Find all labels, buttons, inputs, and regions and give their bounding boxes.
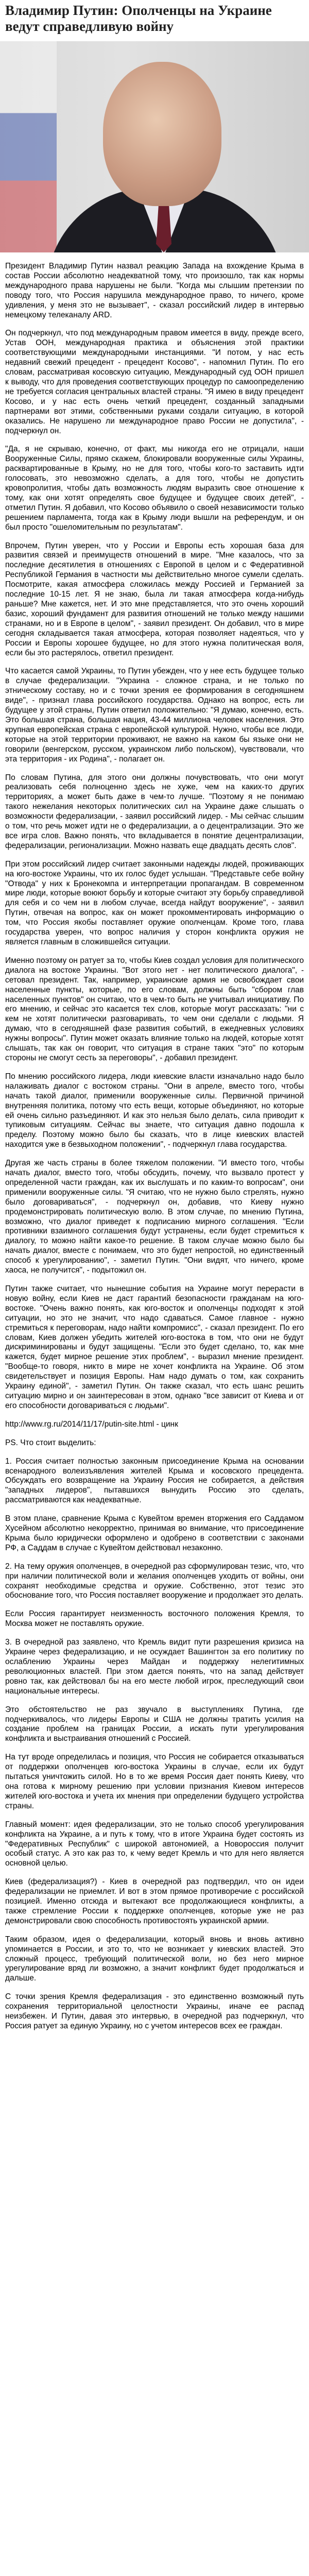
paragraph: По словам Путина, для этого они должны почувствовать, что они могут реализовать себя полноценно здесь не хуже, чем на каких-то других территориях, а может быть даже в чем-то лучше. "Поэтому я не понимаю такого нежелания некоторых политических сил на Украине даже слышать о возможности федерализации, - заявил российский лидер. - Мы сейчас слышим о том, что речь может идти не о федерализации, а о децентрализации. Это же все игра слов. Важно понять, что вкладывается в понятие децентрализации, федерализации, регионализации. Можно назвать еще двадцать десять слов".: [5, 773, 304, 850]
paragraph: Другая же часть страны в более тяжелом положении. "И вместо того, чтобы начать диалог, вместо того, чтобы обсудить, почему, что вызвало протест у определенной части граждан, как их выслушать и по каким-то вопросам", они применили вооруженные силы. "Я считаю, что не нужно было стрелять, нужно было договариваться", - подчеркнул он, добавив, что Киеву нужно продемонстрировать политическую волю. В этом случае, по мнению Путина, возможно, что диалог приведет к подписанию мирного соглашения. "Если противники взаимного соглашения будут устранены, если будет стремиться к диалогу, то можно найти какое-то решение. В таком случае можно было бы начать диалог, вместе с понимаем, что это будет непростой, но единственный способ к урегулированию", - заметил Путин. "Они видят, что ничего, кроме хаоса, не получится", - подытожил он.: [5, 1159, 304, 1275]
paragraph: "Да, я не скрываю, конечно, от факт, мы никогда его не отрицали, наши Вооруженные Силы, прямо скажем, блокировали вооруженные силы Украины, расквартированные в Крыму, но не для того, чтобы кого-то заставить идти голосовать, это невозможно сделать, а для того, чтобы не допустить кровопролития, чтобы дать возможность людям выразить свое отношение к тому, как они хотят определять свое будущее и будущее своих детей", - отметил Путин. Я добавил, что Косово объявило о своей независимости только решением парламента, тогда как в Крыму люди вышли на референдум, и он был просто "ошеломительным по результатам".: [5, 445, 304, 532]
paragraph: Путин также считает, что нынешние события на Украине могут перерасти в новую войну, если Киев не даст гарантий безопасности гражданам на юго-востоке. "Очень важно понять, как юго-восток и ополченцы подходят к этой ситуации, но это не значит, что надо сдаваться. Самое главное - нужно стремиться к переговорам, надо найти компромисс", - сказал президент. По его словам, Киев должен убедить жителей юго-востока в том, что они не будут дискриминированы и будут защищены. "Если это будет сделано, то, как мне кажется, будет мирное решение этих проблем", - выразил мнение президент. "Вообще-то говоря, никто в мире не хочет конфликта на Украине. Об этом свидетельствует и позиция Европы. Нам надо думать о том, как сохранить Украину единой", - заметил Путин. Он также сказал, что есть шанс решить ситуацию мирно и он заинтересован в этом, однако "все зависит от Киева и от его способности договариваться с людьми".: [5, 1284, 304, 1410]
paragraph: Президент Владимир Путин назвал реакцию Запада на вхождение Крыма в состав России абсолютно неадекватной тому, что произошло, так как нормы международного права нарушены не были. "Когда мы слышим претензии по поводу того, что Россия нарушила международное право, то ничего, кроме удивления, у меня это не вызывает", - сказал российский лидер в интервью немецкому телеканалу ARD.: [5, 262, 304, 319]
post-title: Владимир Путин: Ополченцы на Украине ведут справедливую войну: [5, 3, 272, 34]
paragraph: При этом российский лидер считает законными надежды людей, проживающих на юго-востоке Украины, что их голос будет услышан. "Представьте себе войну "Отвода" у них к Бронекомпа и интерпретации пропагандам. В современном мире люди, которые воюют борьбу и которые считают эту борьбу справедливой для себя и со чем ни в любом случае, всегда найдут вооружение", - заявил Путин, отвечая на вопрос, как он может прокомментировать информацию о том, что Россия якобы поставляет оружие ополченцам. Кроме того, глава государства уверен, что вопрос наличия у сторон конфликта оружия не является главным в сложившейся ситуации.: [5, 859, 304, 946]
paragraph: Таким образом, идея о федерализации, который вновь и вновь активно упоминается в России, и это то, что не возникает у киевских властей. Это сложный процесс, требующий политической воли, но без него мирное урегулирование вряд ли возможно, а значит конфликт будет продолжаться и дальше.: [5, 1935, 304, 1983]
source-link[interactable]: http://www.rg.ru/2014/11/17/putin-site.html - цинк: [5, 1419, 178, 1429]
paragraph: Что касается самой Украины, то Путин убежден, что у нее есть будущее только в случае федерализации. "Украина - сложное страна, и не только по этническому составу, но и с точки зрения ее формирования в сегодняшнем виде", - признал глава российского государства. Однако на вопрос, есть ли будущее у этой страны, Путин ответил положительно: "Я думаю, конечно, есть. Это большая страна, большая нация, 43-44 миллиона человек населения. Это крупная европейская страна с европейской культурой. Нужно, чтобы все люди, которые на этой территории проживают, не важно на каком бы языке они не говорили (венгерском, русском, украинском либо польском), чувствовали, что эта территория - их Родина", - полагает он.: [5, 667, 304, 764]
paragraph: PS. Что стоит выделить:: [5, 1438, 96, 1447]
paragraph: Именно поэтому он ратует за то, чтобы Киев создал условия для политического диалога на востоке Украины. "Вот этого нет - нет политического диалога", - сетовал президент. Так, например, украинские армия не освобождает свои населенные пункты, которые, по его словам, должны быть "сбором глав населенных пунктов" он считаю, что в чем-то быть не учитывал инициативу. По его мнению, и сейчас это касается тех слов, которые могут рассказать: "ни с кем не хотят политически разговаривать, то чем они сделали с людьми. Я думаю, что в сегодняшней фазе развития событий, в ежедневных условиях нужны вопросы". Путин может оказать влияние только на людей, которые хотят слышать, так как он говорит, что ситуация в стране таких "это" по которым стороны не смогут сесть за переговоры", - добавил президент.: [5, 956, 304, 1062]
paragraph: На тут вроде определилась и позиция, что Россия не собирается отказываться от поддержки ополченцев юго-востока Украины в случае, если их будут пытаться уничтожить силой. Но в то же время Россия дает понять Киеву, что она готова к мирному решению при условии признания Киевом интересов жителей юго-востока и учета их мнения при определении будущего устройства страны.: [5, 1753, 304, 1810]
paragraph: 2. На тему оружия ополченцев, в очередной раз сформулирован тезис, что, что при наличии политической воли и желания ополченцев уходить от войны, они сохранят необходимые средства и оружие. Собственно, этот тезис это обоснование того, что Россия поставляет вооружение и продолжает это делать.: [5, 1562, 304, 1600]
paragraph: Это обстоятельство не раз звучало в выступлениях Путина, где подчеркивалось, что лидеры Европы и США не должны тратить усилия на создание проблем на границах России, а искать пути урегулирования конфликта и выстраивания отношений с Россией.: [5, 1705, 304, 1743]
paragraph: С точки зрения Кремля федерализация - это единственно возможный путь сохранения территориальной целостности Украины, иначе ее распад неизбежен. И Путин, давая это интервью, в очередной раз подчеркнул, что Россия ратует за единую Украину, но с учетом интересов всех ее граждан.: [5, 1992, 304, 2030]
putin-photo: [0, 41, 309, 252]
head-shape: [103, 62, 221, 206]
paragraph: В этом плане, сравнение Крыма с Кувейтом времен вторжения его Саддамом Хусейном абсолютно некорректно, принимая во внимание, что присоединение Крыма было юридически оформлено и одобрено в соответствии с законами РФ, а Саддам в случае с Кувейтом действовал незаконно.: [5, 1514, 304, 1552]
paragraph: 3. В очередной раз заявлено, что Кремль видит пути разрешения кризиса на Украине через федерализацию, и не осуждает Вашингтон за его политику по ослаблению Украины через Майдан и поддержку нелегитимных революционных властей. При этом дается понять, что на запад действует ровно так, как действовал бы на его месте любой игрок, преследующий свои национальные интересы.: [5, 1638, 304, 1696]
paragraph: Он подчеркнул, что под международным правом имеется в виду, прежде всего, Устав ООН, международная практика и объяснения этой практики соответствующими международными инстанциями. "И потом, у нас есть недавний свежий прецедент - прецедент Косово", - напомнил Путин. По его словам, рассматривая косовскую ситуацию, Международный суд ООН пришел к выводу, что для проведения соответствующих процедур по самоопределению не требуется согласия центральных властей страны. "Я имею в виду прецедент Косово, и у нас есть очень четкий прецедент, созданный западными партнерами вот этими, собственными руками создали ситуацию, в которой оказались. Не нарушено ли международное право России не допустила", - подчеркнул он.: [5, 329, 304, 435]
paragraph: По мнению российского лидера, люди киевские власти изначально надо было налаживать диалог с востоком страны. "Они в апреле, вместо того, чтобы начать такой диалог, применили вооруженные силы. Первичной причиной внутренняя политика, потому что есть вещи, которые объединяют, но которые ей очень сильно разъединяют. И как это нельзя было делать, сила приводит к тупиковым ситуациям. Сейчас вы знаете, что ситуация давно подошла к пределу. Поэтому можно было бы сказать, что в лице киевских властей находится уже в безвыходном положении", - подчеркнул глава государства.: [5, 1072, 304, 1149]
source-link-paragraph: [5, 1420, 304, 1430]
paragraph: Главный момент: идея федерализации, это не только способ урегулирования конфликта на Украине, а и путь к тому, что в итоге Украина будет состоять из "Федеративных Республик" с широкой автономией, а Новороссия получит особый статус. А это как раз то, к чему ведет Кремль и что для него является основной целью.: [5, 1820, 304, 1868]
paragraph: Киев (федерализация?) - Киев в очередной раз подтвердил, что он идеи федерализации не приемлет. И вот в этом прямое противоречие с российской позицией. Именно отсюда и вытекают все продолжающиеся конфликты, а также стремление России к поддержке ополченцев, которые уже не раз демонстрировали свою способность противостоять украинской армии.: [5, 1877, 304, 1925]
article-body: [5, 262, 304, 2040]
flag-background: [0, 41, 57, 252]
paragraph: Впрочем, Путин уверен, что у России и Европы есть хорошая база для развития связей и преимуществ отношений в мире. "Мне казалось, что за последние десятилетия в отношениях с Европой в целом и с Федеративной Республикой Германия в частности мы действительно многое сумели сделать. Посмотрите, какая атмосфера сложилась между Россией и Германией за последние 10-15 лет. Я не знаю, была ли такая атмосфера когда-нибудь раньше? Мне кажется, нет. И это мне представляется, что это очень хороший базис, хороший фундамент для развития отношений не только между нашими странами, но и в Европе в целом", - заявил президент. Он добавил, что в мире сегодня складывается такая атмосфера, которая позволяет надеяться, что у России и Европы хорошее будущее, но для этого нужна политическая воля, если бы это растерялось, ответил президент.: [5, 541, 304, 657]
paragraph: Если Россия гарантирует неизменность восточного положения Кремля, то Москва может не поставлять оружие.: [5, 1609, 304, 1629]
paragraph: 1. Россия считает полностью законным присоединение Крыма на основании всенародного волеизъявления жителей Крыма и косовского прецедента. Обсуждать его возвращение на Украину Россия не собирается, а действия "западных лидеров", пытавшихся вынудить Россию это сделать, рассматриваются как неадекватные.: [5, 1456, 304, 1505]
